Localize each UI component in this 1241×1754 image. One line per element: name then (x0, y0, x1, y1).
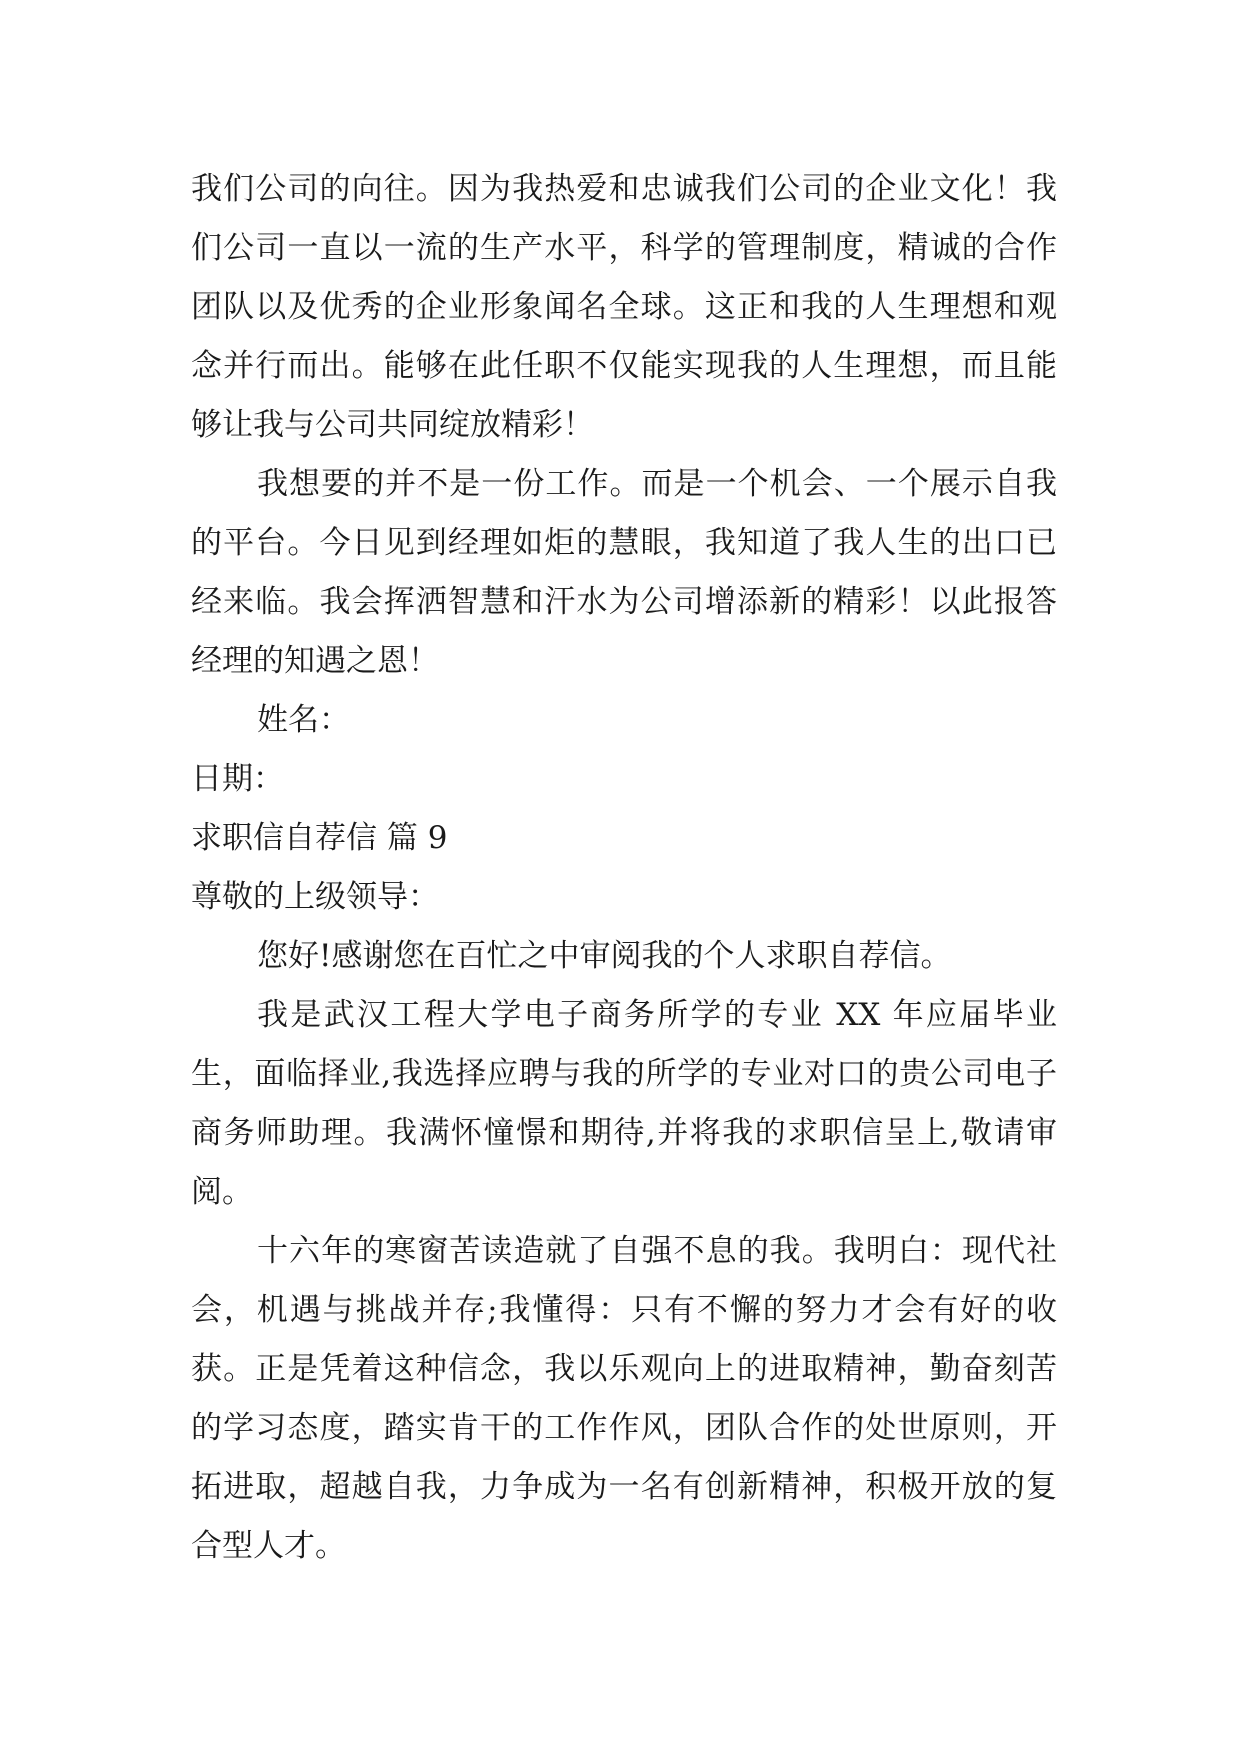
signature-name: 姓名： (257, 702, 350, 738)
letter-salutation: 尊敬的上级领导： (191, 879, 439, 915)
paragraph-company-culture: 我们公司的向往。因为我热爱和忠诚我们公司的企业文化！我们公司一直以一流的生产水平，科学的管理制度，精诚的合作团队以及优秀的企业形象闻名全球。这正和我的人生理想和观念并行而出。能够在此任职不仅能实现我的人生理想，而且能够让我与公司共同绽放精彩！ (191, 171, 1057, 443)
section-heading: 求职信自荐信 篇 9 (191, 820, 448, 856)
paragraph-greeting: 您好!感谢您在百忙之中审阅我的个人求职自荐信。 (257, 938, 952, 974)
paragraph-self-description: 十六年的寒窗苦读造就了自强不息的我。我明白：现代社会，机遇与挑战并存;我懂得：只有不懈的努力才会有好的收获。正是凭着这种信念，我以乐观向上的进取精神，勤奋刻苦的学习态度，踏实肯干的工作作风，团队合作的处世原则，开拓进取，超越自我，力争成为一名有创新精神，积极开放的复合型人才。 (191, 1233, 1057, 1564)
paragraph-introduction: 我是武汉工程大学电子商务所学的专业 XX 年应届毕业生，面临择业,我选择应聘与我的所学的专业对口的贵公司电子商务师助理。我满怀憧憬和期待,并将我的求职信呈上,敬请审阅。 (191, 997, 1057, 1210)
signature-date: 日期： (191, 761, 284, 797)
document-body (191, 160, 1057, 1576)
paragraph-opportunity: 我想要的并不是一份工作。而是一个机会、一个展示自我的平台。今日见到经理如炬的慧眼，我知道了我人生的出口已经来临。我会挥洒智慧和汗水为公司增添新的精彩！以此报答经理的知遇之恩！ (191, 466, 1057, 679)
